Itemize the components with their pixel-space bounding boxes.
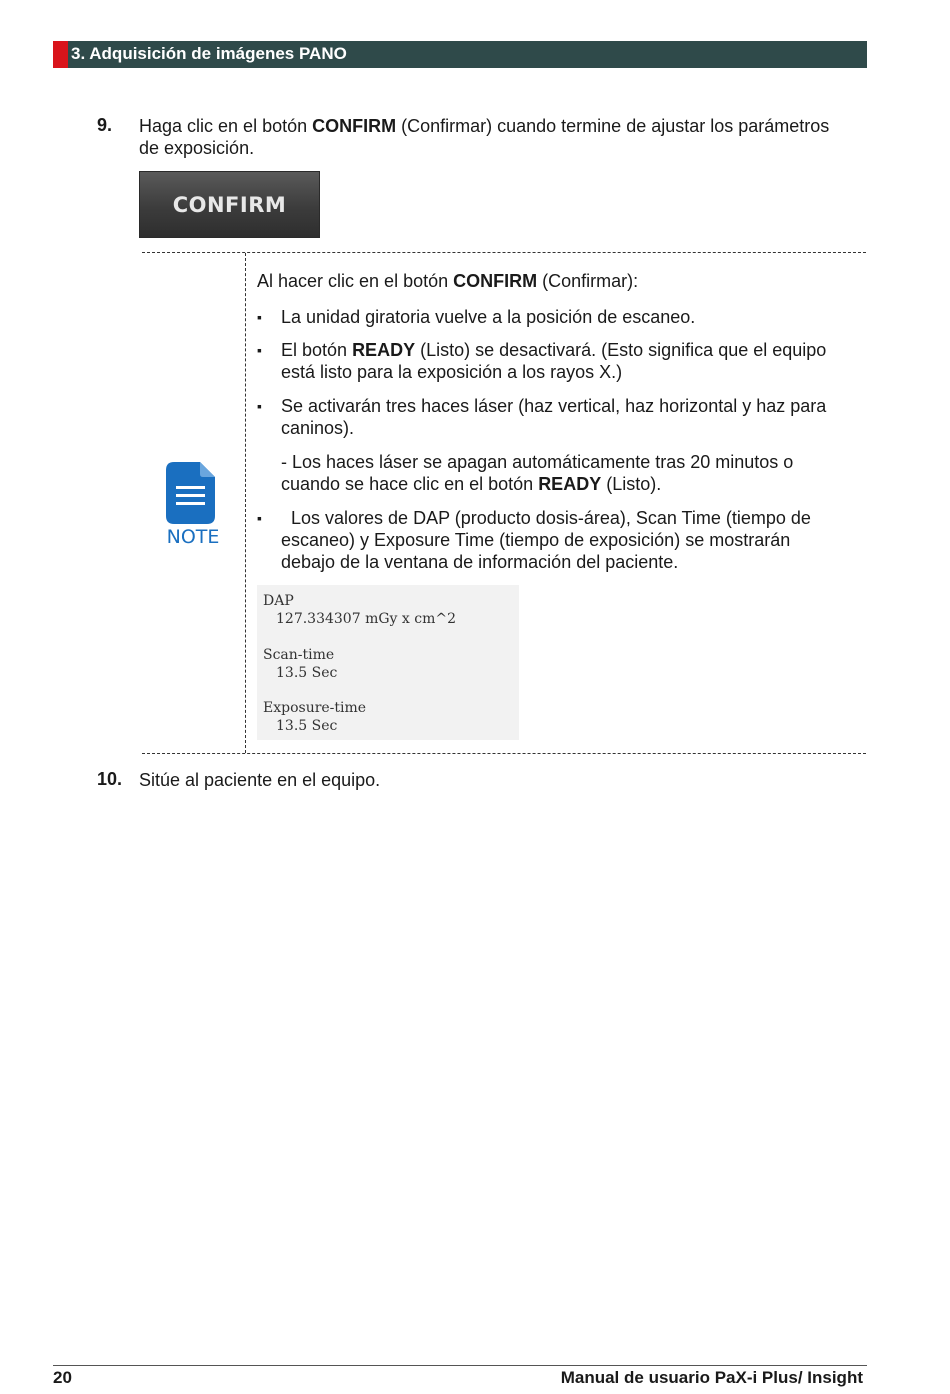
step-text-line2: de exposición. (139, 138, 255, 158)
manual-title: Manual de usuario PaX-i Plus/ Insight (560, 1368, 863, 1387)
note-sub-line1: - Los haces láser se apagan automáticamente tras 20 minutos o (281, 452, 794, 472)
bullet-icon: ▪ (257, 398, 262, 414)
note-sub-line2: cuando se hace clic en el botón READY (Listo). (281, 474, 662, 494)
page-number: 20 (53, 1368, 72, 1387)
section-title: 3. Adquisición de imágenes PANO (71, 44, 347, 63)
footer-rule (53, 1365, 867, 1366)
note-label: NOTE (166, 526, 220, 548)
exposure-time-label: Exposure-time (263, 700, 367, 716)
exposure-info-panel (257, 585, 519, 740)
bullet-icon: ▪ (257, 342, 262, 358)
note-intro: Al hacer clic en el botón CONFIRM (Confirmar): (257, 271, 639, 291)
note-divider (245, 253, 246, 753)
note-border-top (142, 252, 866, 253)
bullet-icon: ▪ (257, 510, 262, 526)
scan-time-value: 13.5 Sec (276, 665, 338, 681)
confirm-button-image: CONFIRM (139, 171, 320, 238)
step-number: 9. (97, 115, 113, 135)
note-border-bottom (142, 753, 866, 754)
step-text: Sitúe al paciente en el equipo. (139, 770, 381, 790)
step-number: 10. (97, 769, 123, 789)
dap-value: 127.334307 mGy x cm^2 (276, 611, 456, 627)
dap-label: DAP (263, 593, 294, 609)
bullet-icon: ▪ (257, 309, 262, 325)
exposure-time-value: 13.5 Sec (276, 718, 338, 734)
scan-time-label: Scan-time (263, 647, 335, 663)
step-text-line1: Haga clic en el botón CONFIRM (Confirmar) cuando termine de ajustar los parámetros (139, 116, 830, 136)
section-header (53, 41, 867, 68)
header-accent (53, 41, 68, 68)
